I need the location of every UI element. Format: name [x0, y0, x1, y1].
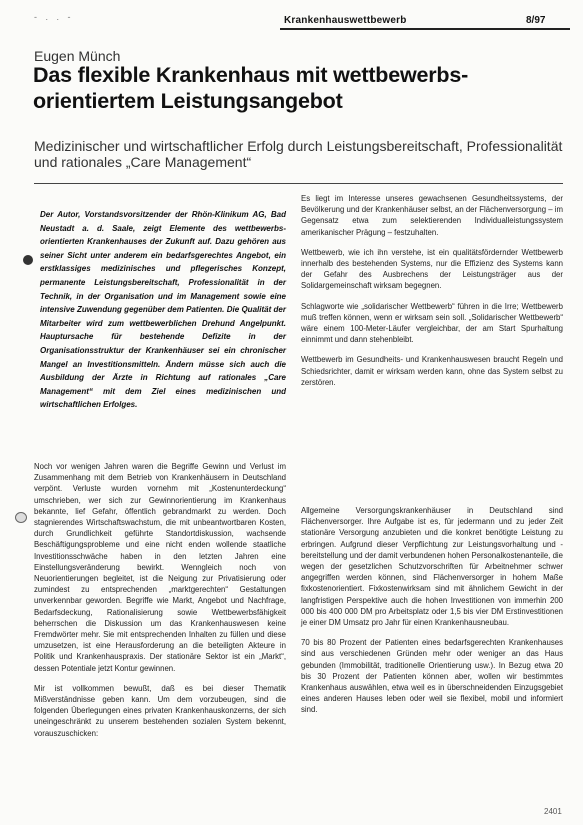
paragraph: Es liegt im Interesse unseres gewachsenen Gesundheitssystems, der Bevölkerung und der Krankenhäuser selbst, an der Flächenversorgung – im Gegensatz etwa zum selektierenden Individualleistungssystem amerikanischer Prägung – festzuhalten. — [301, 194, 563, 237]
article-title: Das flexible Krankenhaus mit wettbewerbs-orientiertem Leistungsangebot — [33, 63, 469, 113]
paragraph: Schlagworte wie „solidarischer Wettbewerb“ führen in die Irre; Wettbewerb muß treffen können, wenn er wirksam sein soll. „Solidarischer Wettbewerb“ wäre einem 100-Meter-Läufer vergleichbar, der am Start Spurhaltung einnimmt und dann stehenbleibt. — [301, 301, 563, 345]
running-header-issue: 8/97 — [526, 15, 546, 26]
article-subtitle: Medizinischer und wirtschaftlicher Erfolg durch Leistungsbereitschaft, Professionalität und rationales „Care Management“ — [34, 138, 563, 170]
article-abstract: Der Autor, Vorstandsvorsitzender der Rhön-Klinikum AG, Bad Neustadt a. d. Saale, zeigt Elemente des wettbewerbs-orientierten Krankenhauses der Zukunft auf. Dazu gehören aus seiner Sicht unter anderem ein bedarfsgerechtes Angebot, ein erstklassiges medizinisches und pflegerisches Konzept, permanente Leistungsbereitschaft, Professionalität in der Technik, in der Organisation und im Management sowie eine intensive Zuwendung gegenüber dem Patienten. Die Qualität der Mitarbeiter wird zum wettbewerblichen Drehund Angelpunkt. Hauptursache für bestehende Defizite in der Organisationsstruktur der Krankenhäuser sei ein chronischer Mangel an Investitionsmitteln. Ändern müsse sich auch die Ausbildung der Ärzte in Richtung auf rationales „Care Management“ mit dem Ziel eines medizinischen und wirtschaftlichen Erfolges. — [40, 210, 286, 410]
paragraph: Allgemeine Versorgungskrankenhäuser in Deutschland sind Flächenversorger. Ihre Aufgabe ist es, für jedermann und zu jeder Zeit stationäre Versorgung anzubieten und die konkret benötigte Leistung zu erbringen. Aufgrund dieser Verpflichtung zur Leistungsvorhaltung und -bereitstellung und der damit verbundenen hohen Personalkostenanteile, die wegen der gesetzlichen Schutzvorschriften für Arbeitnehmer schwer angegriffen werden können, sind Flächenversorger in hohem Maße fixkostenorientiert. Fixkostenwirksam sind mit ähnlichem Gewicht in der langfristigen Perspektive auch die hohen Investitionen von immerhin 200 000 bis 400 000 DM pro Arbeitsplatz oder 1,5 bis vier DM Erstinvestitionen je einer DM Umsatz pro Jahr für einen Krankenhausneubau. — [301, 506, 563, 628]
margin-marks: - . . - — [34, 12, 74, 22]
body-column-right-bottom — [301, 505, 563, 725]
article-author: Eugen Münch — [34, 48, 121, 64]
punch-hole-icon — [15, 512, 27, 523]
bullet-mark-icon — [23, 255, 33, 265]
paragraph: Wettbewerb, wie ich ihn verstehe, ist ein qualitätsfördernder Wettbewerb innerhalb des bestehenden Systems, nur die Effizienz des Systems kann der Gefahr des Ausbrechens der Leistungsträger aus der Solidargemeinschaft wirksam begegnen. — [301, 247, 563, 291]
body-column-right-top — [301, 193, 563, 397]
page-number: 2401 — [544, 807, 562, 816]
header-rule — [280, 28, 570, 30]
paragraph: Noch vor wenigen Jahren waren die Begriffe Gewinn und Verlust im Zusammenhang mit dem Betrieb von Krankenhäusern in Deutschland verpönt. Verluste wurden vornehm mit „Kostenunterdeckung“ umschrieben, wer sich zur Gewinnorientierung im Krankenhaus bekannte, lief Gefahr, öffentlich gebrandmarkt zu werden. Doch stagnierendes Wirtschaftswachstum, die mit unbeantwortbaren Kosten, durch Grundlichkeit geführte Standortdiskussion, wachsende Beschäftigungsprobleme und eine nicht enden wollende staatliche Investitionsschwäche haben in den letzten Jahren eine Einstellungsveränderung bewirkt. Wenngleich noch von Neuorientierungen begleitet, ist die Neigung zur Privatisierung oder zumindest zu entsprechenden „marktgerechten“ Gestaltungen unverkennbar geworden. Begriffe wie Markt, Angebot und Nachfrage, Bedarfsdeckung, Rationalisierung sowie Wettbewerbsfähigkeit beherrschen die Diskussion um das Krankenhauswesen keine Fremdwörter mehr. Sie mit entsprechenden Inhalten zu füllen und diese umzusetzen, ist eine Herausforderung an die beteiligten Akteure in Politik und Krankenhauspraxis. Der stationäre Sektor ist ein „Markt“, dessen Potentiale jetzt Kontur gewinnen. — [34, 462, 286, 673]
paragraph: Wettbewerb im Gesundheits- und Krankenhauswesen braucht Regeln und Schiedsrichter, damit er wirksam werden kann, ohne das System selbst zu zerstören. — [301, 355, 563, 387]
paragraph: 70 bis 80 Prozent der Patienten eines bedarfsgerechten Krankenhauses sind aus verschiedenen Gründen mehr oder weniger an das Haus gebunden (Immobilität, traditionelle Orientierung usw.). In Bezug etwa 20 bis 30 Prozent der Patienten können aber, wollen wir bestimmtes Krankenhaus auswählen, etwa weil es in überschneidenden Einzugsgebiet eines anderen Hauses leben oder weil sie flexibel, mobil und informiert sind. — [301, 638, 563, 715]
body-column-left — [34, 461, 286, 748]
separator-left — [34, 183, 300, 184]
paragraph: Mir ist vollkommen bewußt, daß es bei dieser Thematik Mißverständnisse geben kann. Um dem vorzubeugen, sind die folgenden Überlegungen eines privaten Krankenhauskonzerns, der sich uneingeschränkt zu unserem bestehenden sozialen System bekennt, vorauszuschicken: — [34, 683, 286, 738]
separator-right — [300, 183, 563, 184]
running-header-journal: Krankenhauswettbewerb — [284, 15, 407, 26]
